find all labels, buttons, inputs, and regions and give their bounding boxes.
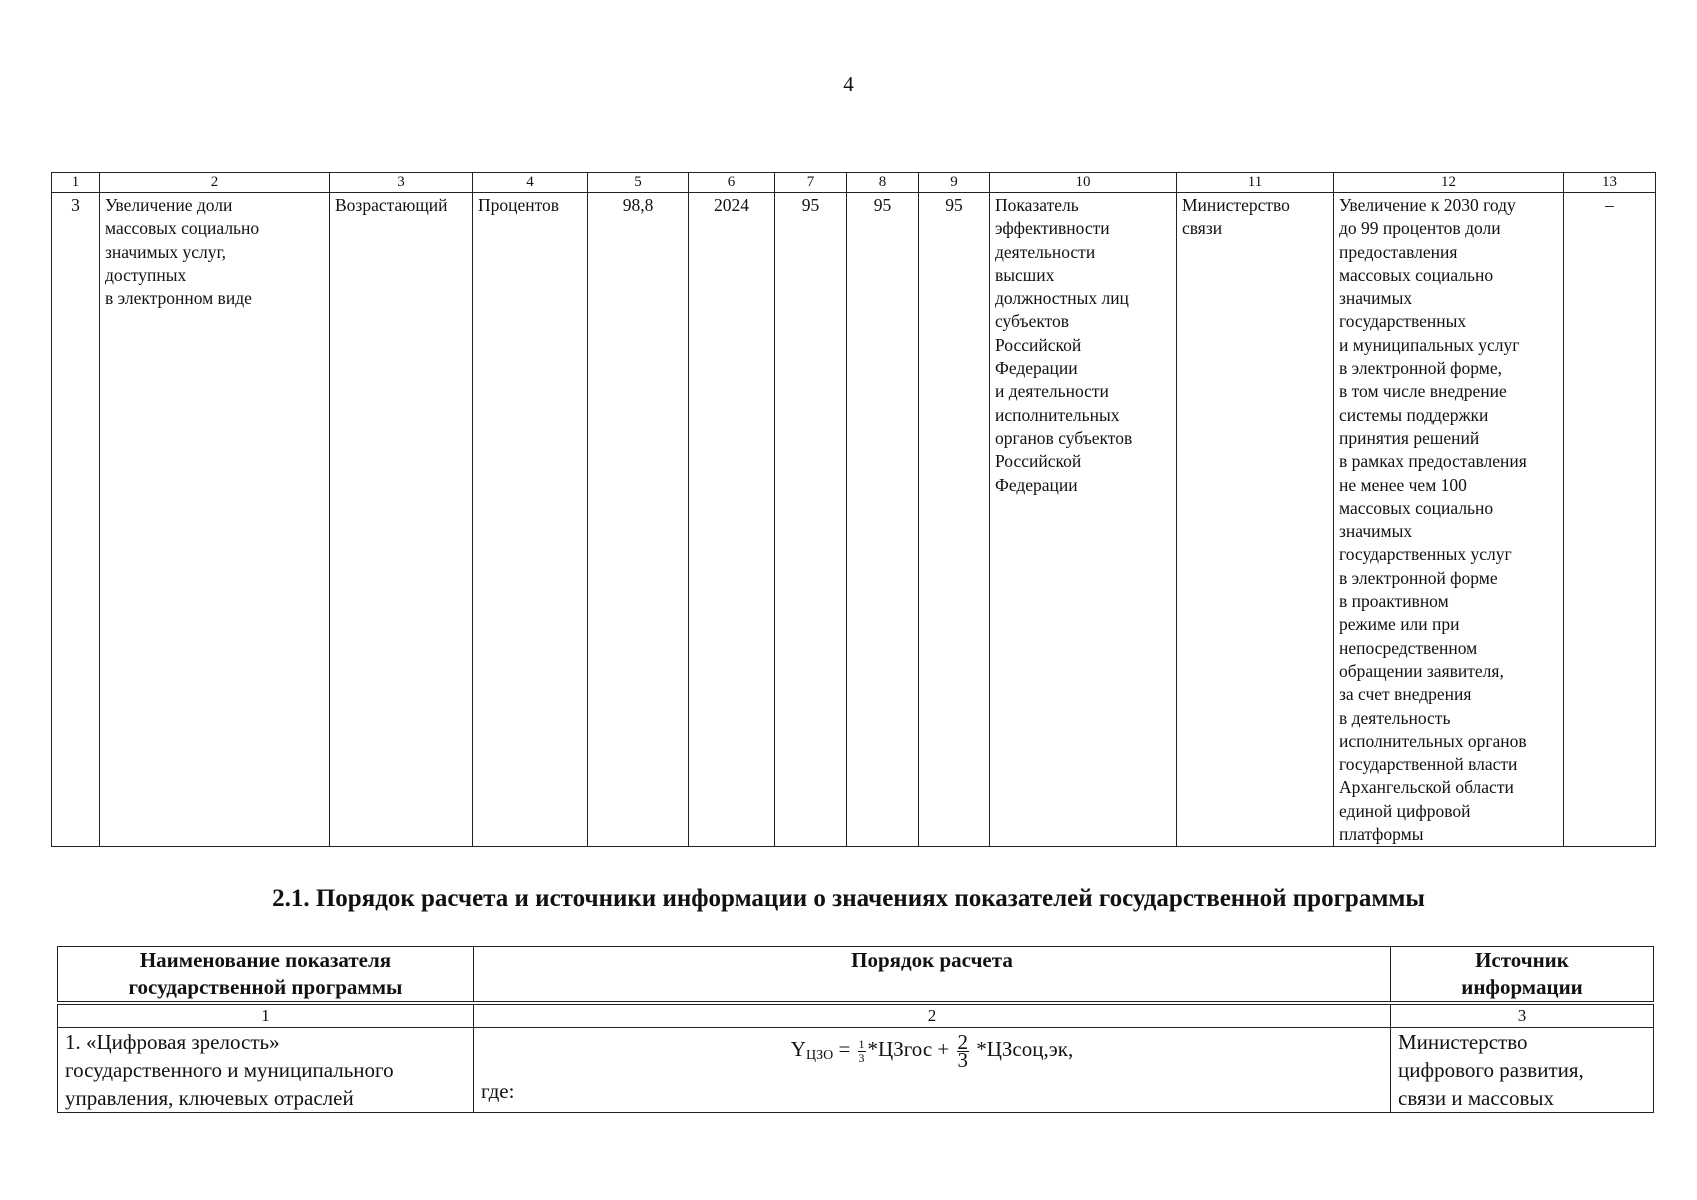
calculation-method bbox=[474, 1028, 1391, 1113]
fraction-numerator: 2 bbox=[957, 1029, 968, 1054]
value-col-9: 95 bbox=[919, 193, 990, 847]
fraction-numerator: 1 bbox=[858, 1036, 865, 1051]
info-source: Министерство цифрового развития, связи и массовых bbox=[1391, 1028, 1654, 1113]
section-title: 2.1. Порядок расчета и источники информации о значениях показателей государственной программы bbox=[272, 885, 1425, 912]
formula bbox=[481, 1028, 1383, 1108]
col-number-8: 8 bbox=[847, 173, 919, 193]
column-number-row bbox=[52, 173, 1656, 193]
col-number-11: 11 bbox=[1177, 173, 1334, 193]
formula-equals: = bbox=[833, 1037, 856, 1061]
col-number-1: 1 bbox=[58, 1005, 474, 1028]
calculation-table-header bbox=[57, 946, 1654, 1002]
col-number-1: 1 bbox=[52, 173, 100, 193]
header-indicator-name: Наименование показателя государственной программы bbox=[58, 947, 474, 1002]
col-number-6: 6 bbox=[689, 173, 775, 193]
table-row bbox=[52, 193, 1656, 847]
table-row bbox=[58, 1028, 1654, 1113]
col-number-5: 5 bbox=[588, 173, 689, 193]
base-value: 98,8 bbox=[588, 193, 689, 847]
base-year: 2024 bbox=[689, 193, 775, 847]
page-number: 4 bbox=[843, 72, 854, 96]
note-cell: – bbox=[1564, 193, 1656, 847]
header-info-source: Источник информации bbox=[1391, 947, 1654, 1002]
fraction-denominator: 3 bbox=[957, 1047, 968, 1072]
fraction-denominator: 3 bbox=[858, 1050, 865, 1065]
indicator-name: Увеличение доли массовых социально значимых услуг, доступных в электронном виде bbox=[100, 193, 330, 847]
col-number-13: 13 bbox=[1564, 173, 1656, 193]
indicator-unit: Процентов bbox=[473, 193, 588, 847]
value-col-8: 95 bbox=[847, 193, 919, 847]
col-number-3: 3 bbox=[330, 173, 473, 193]
indicators-table bbox=[51, 172, 1656, 847]
indicator-link: Показатель эффективности деятельности высших должностных лиц субъектов Российской Федерации и деятельности исполнительных органов субъектов Российской Федерации bbox=[990, 193, 1177, 847]
col-number-2: 2 bbox=[474, 1005, 1391, 1028]
formula-line bbox=[481, 1029, 1383, 1073]
fraction-one-third bbox=[858, 1038, 866, 1065]
indicator-name: 1. «Цифровая зрелость» государственного и муниципального управления, ключевых отраслей bbox=[58, 1028, 474, 1113]
col-number-4: 4 bbox=[473, 173, 588, 193]
header-calculation-method: Порядок расчета bbox=[474, 947, 1391, 1002]
col-number-12: 12 bbox=[1334, 173, 1564, 193]
formula-lhs: Y bbox=[790, 1037, 806, 1061]
indicator-trend: Возрастающий bbox=[330, 193, 473, 847]
formula-term-2: *ЦЗсоц,эк, bbox=[971, 1037, 1074, 1061]
formula-term-1: *ЦЗгос + bbox=[867, 1037, 955, 1061]
column-number-row bbox=[58, 1005, 1654, 1028]
col-number-10: 10 bbox=[990, 173, 1177, 193]
col-number-3: 3 bbox=[1391, 1005, 1654, 1028]
where-label: где: bbox=[481, 1079, 515, 1103]
calculation-table bbox=[57, 1004, 1654, 1113]
fraction-two-thirds bbox=[957, 1029, 970, 1072]
formula-lhs-subscript: ЦЗО bbox=[805, 1048, 834, 1063]
col-number-7: 7 bbox=[775, 173, 847, 193]
national-goal: Увеличение к 2030 году до 99 процентов доли предоставления массовых социально значимых государственных и муниципальных услуг в электронной форме, в том числе внедрение системы поддержки принятия решений в рамках предоставления не менее чем 100 массовых социально значимых государственных услуг в электронной форме в проактивном режиме или при непосредственном обращении заявителя, за счет внедрения в деятельность исполнительных органов государственной власти Архангельской области единой цифровой платформы bbox=[1334, 193, 1564, 847]
responsible-body: Министерство связи bbox=[1177, 193, 1334, 847]
value-col-7: 95 bbox=[775, 193, 847, 847]
row-number: 3 bbox=[52, 193, 100, 847]
col-number-2: 2 bbox=[100, 173, 330, 193]
col-number-9: 9 bbox=[919, 173, 990, 193]
